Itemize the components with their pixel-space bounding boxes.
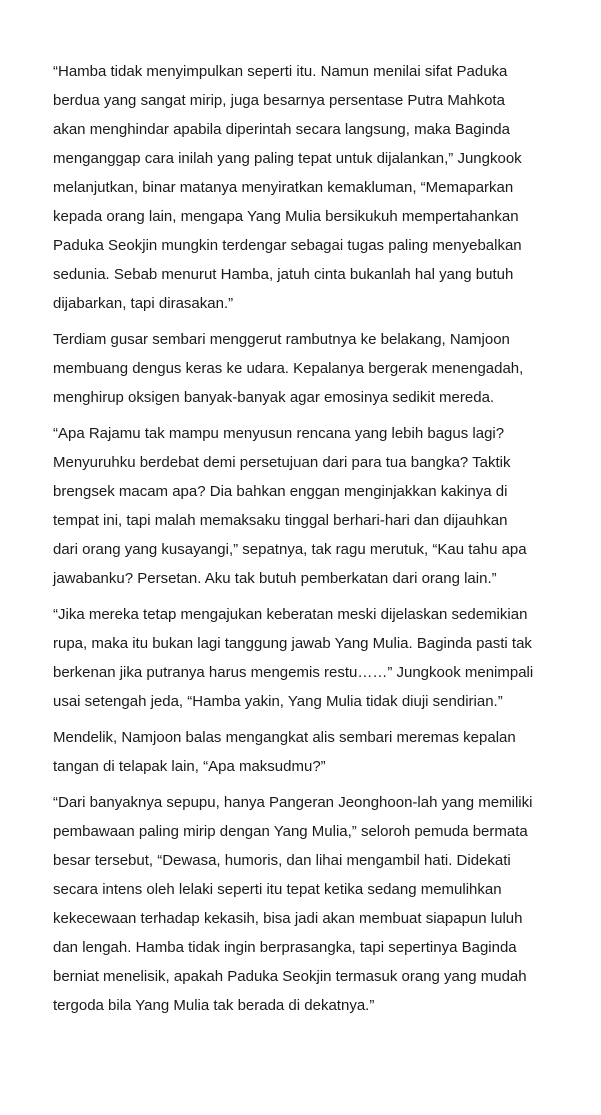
text-line: secara intens oleh lelaki seperti itu tepat ketika sedang memulihkan [53, 881, 502, 898]
text-line: tempat ini, tapi malah memaksaku tinggal berhari-hari dan dijauhkan [53, 512, 508, 529]
document-page [53, 57, 563, 1027]
text-line: Mendelik, Namjoon balas mengangkat alis sembari meremas kepalan [53, 729, 516, 746]
text-line: berniat menelisik, apakah Paduka Seokjin termasuk orang yang mudah [53, 968, 527, 985]
text-line: besar tersebut, “Dewasa, humoris, dan lihai mengambil hati. Didekati [53, 852, 511, 869]
text-line: jawabanku? Persetan. Aku tak butuh pemberkatan dari orang lain.” [53, 570, 497, 587]
text-line: Terdiam gusar sembari menggerut rambutnya ke belakang, Namjoon [53, 331, 510, 348]
text-line: kekecewaan terhadap kekasih, bisa jadi akan membuat siapapun luluh [53, 910, 523, 927]
text-line: menganggap cara inilah yang paling tepat untuk dijalankan,” Jungkook [53, 150, 522, 167]
paragraph-1 [53, 57, 563, 318]
paragraph-6 [53, 788, 563, 1020]
text-line: kepada orang lain, mengapa Yang Mulia bersikukuh mempertahankan [53, 208, 519, 225]
text-line: melanjutkan, binar matanya menyiratkan kemakluman, “Memaparkan [53, 179, 514, 196]
paragraph-2 [53, 325, 563, 412]
text-line: menghirup oksigen banyak-banyak agar emosinya sedikit mereda. [53, 389, 495, 406]
text-line: sedunia. Sebab menurut Hamba, jatuh cinta bukanlah hal yang butuh [53, 266, 514, 283]
text-line: brengsek macam apa? Dia bahkan enggan menginjakkan kakinya di [53, 483, 508, 500]
text-line: “Jika mereka tetap mengajukan keberatan meski dijelaskan sedemikian [53, 606, 528, 623]
paragraph-4 [53, 600, 563, 716]
text-line: dijabarkan, tapi dirasakan.” [53, 295, 234, 312]
text-line: membuang dengus keras ke udara. Kepalanya bergerak menengadah, [53, 360, 524, 377]
text-line: “Hamba tidak menyimpulkan seperti itu. Namun menilai sifat Paduka [53, 63, 508, 80]
text-line: “Apa Rajamu tak mampu menyusun rencana yang lebih bagus lagi? [53, 425, 505, 442]
text-line: usai setengah jeda, “Hamba yakin, Yang Mulia tidak diuji sendirian.” [53, 693, 503, 710]
text-line: tangan di telapak lain, “Apa maksudmu?” [53, 758, 326, 775]
text-line: dari orang yang kusayangi,” sepatnya, tak ragu merutuk, “Kau tahu apa [53, 541, 527, 558]
paragraph-3 [53, 419, 563, 593]
text-line: berdua yang sangat mirip, juga besarnya persentase Putra Mahkota [53, 92, 505, 109]
paragraph-5 [53, 723, 563, 781]
text-line: pembawaan paling mirip dengan Yang Mulia,” seloroh pemuda bermata [53, 823, 528, 840]
text-line: rupa, maka itu bukan lagi tanggung jawab Yang Mulia. Baginda pasti tak [53, 635, 532, 652]
text-line: berkenan jika putranya harus mengemis restu……” Jungkook menimpali [53, 664, 534, 681]
text-line: dan lengah. Hamba tidak ingin berprasangka, tapi sepertinya Baginda [53, 939, 517, 956]
text-line: akan menghindar apabila diperintah secara langsung, maka Baginda [53, 121, 510, 138]
text-line: tergoda bila Yang Mulia tak berada di dekatnya.” [53, 997, 375, 1014]
text-line: Paduka Seokjin mungkin terdengar sebagai tugas paling menyebalkan [53, 237, 522, 254]
text-line: Menyuruhku berdebat demi persetujuan dari para tua bangka? Taktik [53, 454, 511, 471]
text-line: “Dari banyaknya sepupu, hanya Pangeran Jeonghoon-lah yang memiliki [53, 794, 533, 811]
